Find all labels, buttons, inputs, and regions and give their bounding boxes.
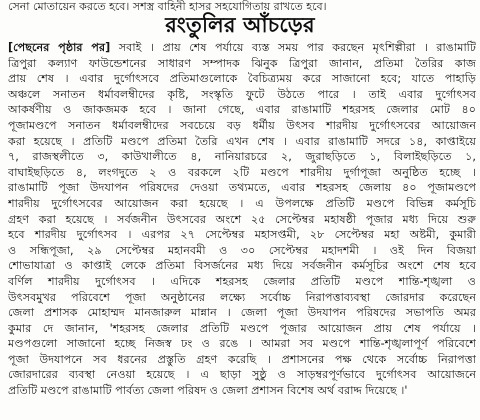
article-line-5: আকর্ষণীয় ও জাকজমক হবে । জানা গেছে, এবার রাঙামাটি শহরসহ জেলার মোট ৪০ — [8, 103, 476, 117]
article-line-2: ত্রিপুরা কল্যাণ ফাউন্ডেশনের সাধারণ সম্পাদক ঝিনুক ত্রিপুরা জানান, প্রতিমা তৈরির কাজ — [8, 56, 476, 70]
article-line-9: বাঘাইছড়িতে ৪, লংগদুতে ২ ও বরকলে ২টি মণ্ডপে শারদীয় দুর্গাপূজা অনুষ্ঠিত হচ্ছে । — [8, 165, 476, 179]
article-line-10: রাঙামাটি পূজা উদযাপন পরিষদের দেওয়া তথ্যমতে, এবার শহরসহ জেলায় ৪০ পূজামণ্ডপে — [8, 181, 476, 195]
article-line-22: জোরদারের ব্যবস্থা নেওয়া হয়েছে । এ ছাড়া সুষ্ঠু ও সাড়ম্বরপূর্ণভাবে দুর্গোৎসব আয়োজনে — [8, 368, 476, 382]
article-line-1-text: সবাই । প্রায় শেষ পর্যায়ে ব্যস্ত সময় পার করছেন মৃৎশিল্পীরা । রাঙামাটি — [110, 41, 476, 54]
article-line-16: বর্ণিল শারদীয় দুর্গোৎসব । এদিকে শহরসহ জেলার প্রতিটি মণ্ডপে শান্তি-শৃঙ্খলা ও — [8, 274, 476, 288]
article-headline: রংতুলির আঁচড়ের — [165, 12, 315, 37]
previous-article-last-line: সেনা মোতায়েন করতে হবে। সশস্ত্র বাহিনী হাসর সহযোগিতায় রাখতে হবে। — [8, 0, 327, 13]
article-line-6: পূজামণ্ডপে সনাতন ধর্মাবলম্বীদের সবচেয়ে বড় ধর্মীয় উৎসব শারদীয় দুর্গোৎসবের আয়োজন — [8, 118, 476, 132]
article-line-11: শারদীয় দুর্গোৎসবের আয়োজন করা হয়েছে । এ উপলক্ষে প্রতিটি মণ্ডপে বিভিন্ন কর্মসূচি — [8, 196, 476, 210]
article-line-23: প্রতিটি মণ্ডপে রাঙামাটি পার্বত্য জেলা পরিষদ ও জেলা প্রশাসন বিশেষ অর্থ বরাদ্দ দিয়েছে ।' — [8, 384, 408, 398]
article-line-15: শোভাযাত্রা ও কাপ্তাই লেকে প্রতিমা বিসর্জনের মধ্য দিয়ে সর্বজনীন কর্মসূচির অংশে শেষ হবে — [8, 259, 476, 273]
article-body — [8, 40, 476, 418]
article-line-18: জেলা প্রশাসক মোহাম্মদ মানজারুল মান্নান । জেলা পূজা উদযাপন পরিষদের সভাপতি অমর — [8, 306, 476, 320]
article-line-12: গ্রহণ করা হয়েছে । সর্বজনীন উৎসবের অংশে ২৫ সেপ্টেম্বর মহাষষ্ঠী পূজার মধ্য দিয়ে শুরু — [8, 212, 476, 226]
article-line-1 — [8, 40, 476, 56]
article-line-4: অঞ্চলে সনাতন ধর্মাবলম্বীদের কৃষ্টি, সংস্কৃতি ফুটে উঠতে পারে । তাই এবার দুর্গোৎসব — [8, 87, 476, 101]
article-line-21: পূজা উদযাপনে সব ধরনের প্রস্তুতি গ্রহণ করেছি । প্রশাসনের পক্ষ থেকে সর্বোচ্চ নিরাপত্তা — [8, 352, 476, 366]
article-line-17: উৎসবমুখর পরিবেশে পূজা অনুষ্ঠানের লক্ষ্যে সর্বোচ্চ নিরাপত্তাব্যবস্থা জোরদার করেছেন — [8, 290, 476, 304]
article-line-8: ৭, রাজস্থলীতে ৩, কাউখালীতে ৪, নানিয়ারচরে ২, জুরাছড়িতে ১, বিলাইছড়িতে ১, — [8, 150, 476, 164]
article-line-3: প্রায় শেষ । এবার দুর্গোৎসবে প্রতিমাগুলোকে বৈচিত্র্যময় করে সাজানো হবে; যাতে পাহাড়ি — [8, 72, 476, 86]
article-line-19: কুমার দে জানান, 'শহরসহ জেলার প্রতিটি মণ্ডপে পূজার আয়োজন প্রায় শেষ পর্যায়ে । — [8, 321, 476, 335]
article-line-7: করা হয়েছে । প্রতিটি মণ্ডপে প্রতিমা তৈরি এখন শেষ । এবার রাঙামাটি সদরে ১৪, কাপ্তাইয়ে — [8, 134, 476, 148]
article-line-13: হবে শারদীয় দুর্গোৎসব । এরপর ২৭ সেপ্টেম্বর মহাসপ্তমী, ২৮ সেপ্টেম্বর মহা অষ্টমী, কুমারী — [8, 228, 476, 242]
article-line-14: ও সন্ধিপূজা, ২৯ সেপ্টেম্বর মহানবমী ও ৩০ সেপ্টেম্বর মহাদশমী । ওই দিন বিজয়া — [8, 243, 476, 257]
article-line-20: মণ্ডপগুলো সাজানো হচ্ছে নিজস্ব ঢং ও রঙে । আমরা সব মণ্ডপে শান্তি-শৃঙ্খলাপূর্ণ পরিবেশে — [8, 337, 476, 351]
jump-label: [পেছনের পৃষ্ঠার পর] — [8, 41, 111, 54]
